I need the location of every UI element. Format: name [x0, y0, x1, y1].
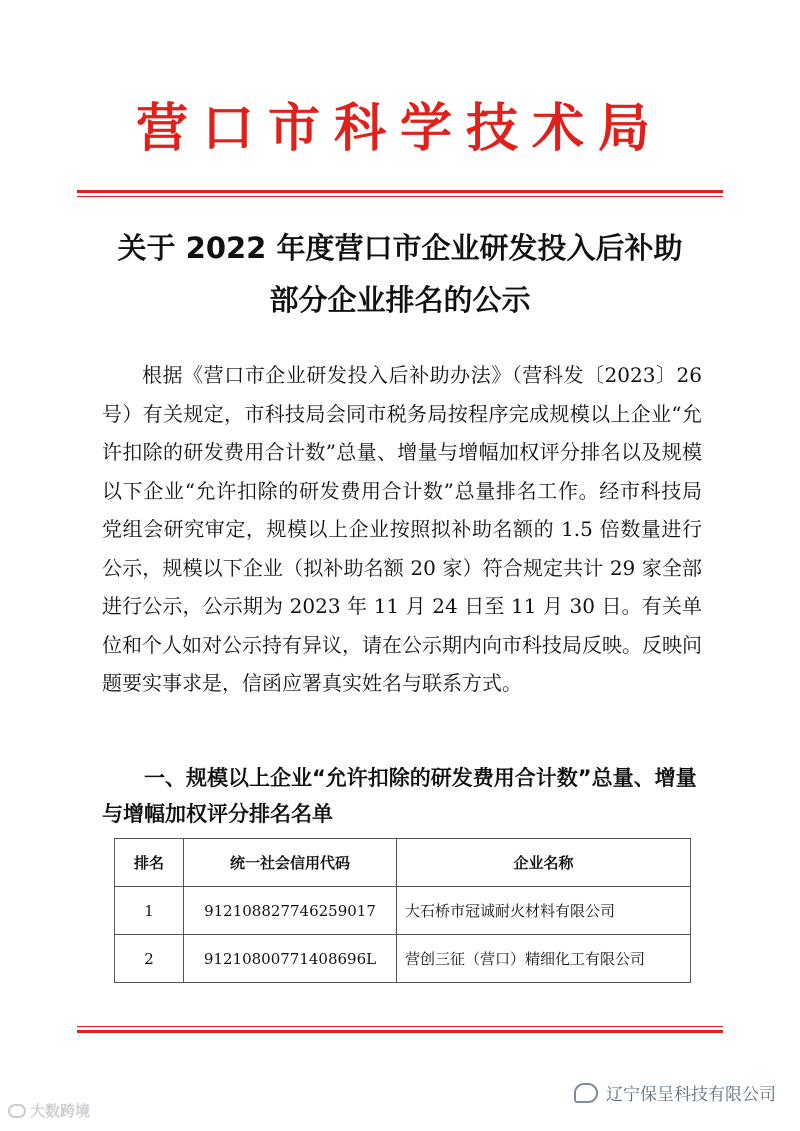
ranking-table [114, 838, 691, 983]
watermark-right-text: 辽宁保呈科技有限公司 [606, 1085, 776, 1105]
header-credit-code: 统一社会信用代码 [184, 839, 397, 887]
table-row [115, 887, 691, 935]
footer-rule-thin [77, 1026, 723, 1027]
body-text [102, 356, 702, 703]
logo-icon [8, 1104, 26, 1118]
footer-rule-thick [77, 1030, 723, 1033]
document-title-line2: 部分企业排名的公示 [269, 283, 531, 317]
document-title-line1: 关于 2022 年度营口市企业研发投入后补助 [117, 231, 683, 265]
section-heading: 一、规模以上企业“允许扣除的研发费用合计数”总量、增量与增幅加权评分排名名单 [102, 766, 697, 826]
table-header-row [115, 839, 691, 887]
watermark-right [574, 1080, 776, 1105]
wechat-icon [574, 1083, 598, 1103]
cell-company-name: 大石桥市冠诚耐火材料有限公司 [397, 887, 691, 935]
cell-rank: 2 [115, 935, 184, 983]
org-letterhead-title: 营口市科学技术局 [135, 98, 664, 159]
cell-company-name: 营创三征（营口）精细化工有限公司 [397, 935, 691, 983]
table-row [115, 935, 691, 983]
letterhead-rule-thick [77, 190, 723, 193]
watermark-left [8, 1100, 90, 1121]
body-paragraph: 根据《营口市企业研发投入后补助办法》（营科发〔2023〕26 号）有关规定，市科技局会同市税务局按程序完成规模以上企业“允许扣除的研发费用合计数”总量、增量与增幅加权评分排名以及规模以下企业“允许扣除的研发费用合计数”总量排名工作。经市科技局党组会研究审定，规模以上企业按照拟补助名额的 1.5 倍数量进行公示，规模以下企业（拟补助名额 20 家）符合规定共计 29 家全部进行公示，公示期为 2023 年 11 月 24 日至 11 月 30 日。有关单位和个人如对公示持有异议，请在公示期内向市科技局反映。反映问题要实事求是，信函应署真实姓名与联系方式。 [102, 363, 702, 695]
header-rank: 排名 [115, 839, 184, 887]
letterhead-rule-thin [77, 196, 723, 197]
cell-rank: 1 [115, 887, 184, 935]
cell-credit-code: 91210800771408696L [184, 935, 397, 983]
watermark-left-text: 大数跨境 [30, 1102, 91, 1120]
cell-credit-code: 912108827746259017 [184, 887, 397, 935]
header-company-name: 企业名称 [397, 839, 691, 887]
